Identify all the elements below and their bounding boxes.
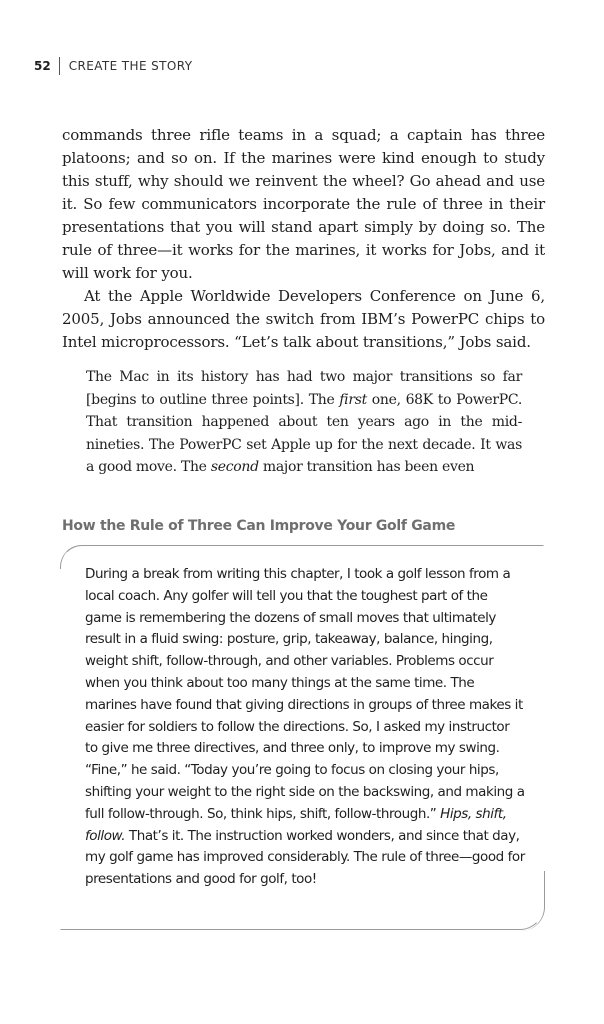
sidebar-text-span: That’s it. The instruction worked wonders, and since that day, my golf game has improved considerably. The rule of three—good for presentations and good for golf, too! (85, 827, 525, 888)
sidebar-text-span: During a break from writing this chapter, I took a golf lesson from a local coach. Any golfer will tell you that the toughest part of the game is remembering the dozens of small moves that ultimately result in a fluid swing: posture, grip, takeaway, balance, hinging, weight shift, follow-through, and other variables. Problems occur when you think about too many things at the same time. The marines have found that giving directions in groups of three makes it easier for soldiers to follow the directions. So, I asked my instructor to give me three directives, and three only, to improve my swing. “Fine,” he said. “Today you’re going to focus on closing your hips, shifting your weight to the right side on the backswing, and making a full follow-through. So, think hips, shift, follow-through.” (85, 566, 525, 822)
block-quote (86, 366, 522, 479)
body-paragraph: At the Apple Worldwide Developers Conference on June 6, 2005, Jobs announced the switch from IBM’s PowerPC chips to Intel microprocessors. “Let’s talk about transitions,” Jobs said. (62, 287, 545, 351)
quote-emphasis: first (339, 391, 367, 408)
chapter-title: CREATE THE STORY (68, 59, 193, 73)
quote-text: one, 68K to PowerPC. That transition happened about ten years ago in the mid-nineties. The PowerPC set Apple up for the next decade. It was a good move. The (86, 391, 522, 475)
body-text (62, 124, 545, 354)
sidebar-heading: How the Rule of Three Can Improve Your Golf Game (62, 518, 456, 534)
quote-text: major transition has been even (258, 459, 475, 475)
body-paragraph: commands three rifle teams in a squad; a captain has three platoons; and so on. If the marines were kind enough to study this stuff, why should we reinvent the wheel? Go ahead and use it. So few communicators incorporate the rule of three in their presentations that you will stand apart simply by doing so. The rule of three—it works for the marines, it works for Jobs, and it will work for you. (62, 126, 545, 282)
quote-paragraph (86, 366, 522, 479)
header-divider (59, 57, 60, 75)
sidebar-emphasis: Hips, shift, follow. (85, 805, 507, 844)
sidebar-paragraph (85, 564, 525, 891)
quote-text: The Mac in its history has had two major transitions so far [begins to outline three points]. The (86, 369, 522, 408)
sidebar-text (85, 564, 525, 891)
page-number: 52 (34, 59, 51, 73)
quote-emphasis: second (210, 459, 259, 475)
running-head (34, 57, 192, 75)
